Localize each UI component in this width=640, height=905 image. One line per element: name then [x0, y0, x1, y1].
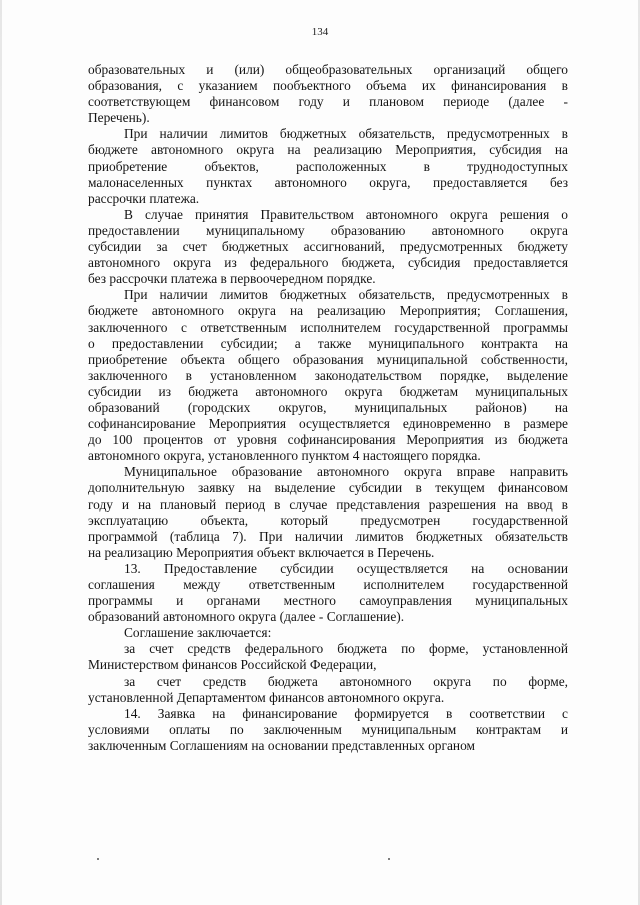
text-line: бюджете автономного округа на реализацию Мероприятия; Соглашения,	[88, 303, 568, 319]
paragraph	[88, 464, 568, 561]
text-line: на реализацию Мероприятия объект включается в Перечень.	[88, 544, 435, 560]
text-line: рассрочки платежа.	[88, 190, 200, 206]
text-line: году и на плановый период в случае представления разрешения на ввод в	[88, 496, 568, 512]
text-line: установленной Департаментом финансов автономного округа.	[88, 689, 445, 705]
paragraph	[88, 287, 568, 464]
text-line: бюджете автономного округа на реализацию Мероприятия, субсидия на	[88, 142, 568, 158]
text-line: Министерством финансов Российской Федерации,	[88, 657, 377, 673]
paragraph	[88, 674, 568, 706]
text-line: до 100 процентов от уровня софинансирования Мероприятия из бюджета	[88, 432, 568, 448]
scan-speck	[388, 858, 390, 860]
text-line: программой (таблица 7). При наличии лимитов бюджетных обязательств	[88, 528, 568, 544]
paragraph	[88, 625, 568, 641]
paragraph	[88, 62, 568, 126]
text-line: субсидии за счет бюджетных ассигнований, предусмотренных бюджету	[88, 239, 568, 255]
text-line: заключенным Соглашениям на основании представленных органом	[88, 737, 475, 753]
text-line: соответствующем финансовом году и плановом периоде (далее -	[88, 94, 568, 110]
text-line: субсидии из бюджета автономного округа бюджетам муниципальных	[88, 383, 568, 399]
text-line: малонаселенных пунктах автономного округа, предоставляется без	[88, 174, 568, 190]
paragraph	[88, 706, 568, 754]
text-line: В случае принятия Правительством автономного округа решения о	[124, 206, 568, 222]
text-line: Соглашение заключается:	[124, 625, 272, 641]
text-line: эксплуатацию объекта, который предусмотрен государственной	[88, 512, 568, 528]
page-number: 134	[311, 26, 329, 38]
text-line: дополнительную заявку на выделение субсидии в текущем финансовом	[88, 480, 568, 496]
text-line: образования, с указанием пообъектного объема их финансирования в	[88, 78, 568, 94]
paragraph	[88, 207, 568, 287]
text-line: за счет средств бюджета автономного округа по форме,	[124, 673, 568, 689]
text-line: образовательных и (или) общеобразовательных организаций общего	[88, 62, 568, 77]
text-line: без рассрочки платежа в первоочередном порядке.	[88, 271, 376, 287]
text-line: При наличии лимитов бюджетных обязательств, предусмотренных в	[124, 287, 568, 303]
text-line: заключенного с ответственным исполнителем государственной программы	[88, 319, 568, 335]
text-line: программы и органами местного самоуправления муниципальных	[88, 593, 568, 609]
scan-edge-left	[0, 0, 2, 905]
text-line: образований автономного округа (далее - Соглашение).	[88, 609, 405, 625]
text-line: предоставлении муниципальному образованию автономного округа	[88, 222, 568, 238]
text-line: о предоставлении субсидии; а также муниципального контракта на	[88, 335, 568, 351]
text-line: заключенного в установленном законодательством порядке, выделение	[88, 367, 568, 383]
text-line: Муниципальное образование автономного округа вправе направить	[124, 464, 568, 480]
text-line: софинансирование Мероприятия осуществляется единовременно в размере	[88, 416, 568, 432]
text-line: автономного округа, установленного пунктом 4 настоящего порядка.	[88, 448, 481, 464]
text-line: условиями оплаты по заключенным муниципальным контрактам и	[88, 721, 568, 737]
text-line: 14. Заявка на финансирование формируется в соответствии с	[124, 705, 568, 721]
text-line: образований (городских округов, муниципальных районов) на	[88, 399, 568, 415]
paragraph	[88, 641, 568, 673]
text-line: При наличии лимитов бюджетных обязательств, предусмотренных в	[124, 126, 568, 142]
document-body	[88, 62, 568, 754]
text-line: автономного округа из федерального бюджета, субсидия предоставляется	[88, 255, 568, 271]
text-line: 13. Предоставление субсидии осуществляется на основании	[124, 560, 568, 576]
paragraph	[88, 126, 568, 206]
text-line: приобретение объекта общего образования муниципальной собственности,	[88, 351, 568, 367]
text-line: приобретение объектов, расположенных в труднодоступных	[88, 158, 568, 174]
text-line: Перечень).	[88, 110, 150, 126]
scan-speck	[97, 858, 99, 860]
paragraph	[88, 561, 568, 625]
text-line: соглашения между ответственным исполнителем государственной	[88, 577, 568, 592]
text-line: за счет средств федерального бюджета по форме, установленной	[124, 641, 568, 657]
